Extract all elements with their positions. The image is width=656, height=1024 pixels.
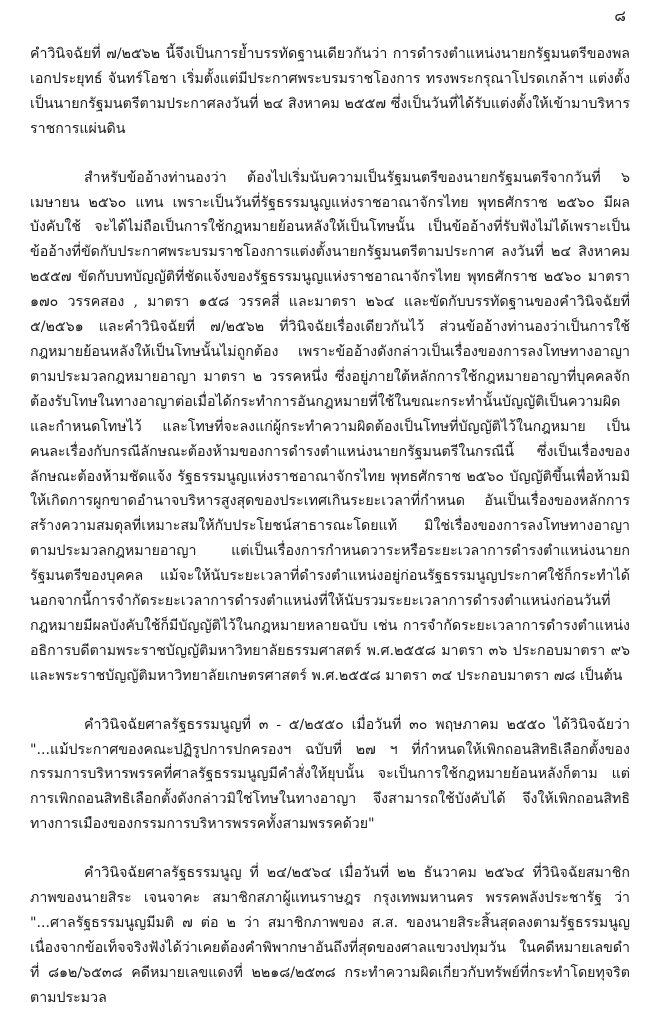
paragraph-ruling-3-5-2550: คำวินิจฉัยศาลรัฐธรรมนูญที่ ๓ - ๕/๒๕๕๐ เมื่อวันที่ ๓๐ พฤษภาคม ๒๕๕๐ ได้วินิจฉัยว่า "...แม้ประกาศของคณะปฏิรูปการปกครองฯ ฉบับที่ ๒๗ ฯ ที่กำหนดให้เพิกถอนสิทธิเลือกตั้งของกรรมการบริหารพรรคที่ศาลรัฐธรรมนูญมีคำสั่งให้ยุบนั้น จะเป็นการใช้กฎหมายย้อนหลังก็ตาม แต่การเพิกถอนสิทธิเลือกตั้งดังกล่าวมิใช่โทษในทางอาญา จึงสามารถใช้บังคับได้ จึงให้เพิกถอนสิทธิทางการเมืองของกรรมการบริหารพรรคทั้งสามพรรคด้วย" (30, 716, 630, 833)
paragraph-retroactivity-argument: สำหรับข้ออ้างท่านองว่า ต้องไปเริ่มนับความเป็นรัฐมนตรีของนายกรัฐมนตรีจากวันที่ ๖ เมษายน ๒๕๖๐ แทน เพราะเป็นวันที่รัฐธรรมนูญแห่งราชอาณาจักรไทย พุทธศักราช ๒๕๖๐ มีผลบังคับใช้ จะได้ไม่ถือเป็นการใช้กฎหมายย้อนหลังให้เป็นโทษนั้น เป็นข้ออ้างที่รับฟังไม่ได้เพราะเป็นข้ออ้างที่ขัดกับประกาศพระบรมราชโองการแต่งตั้งนายกรัฐมนตรีตามประกาศ ลงวันที่ ๒๔ สิงหาคม ๒๕๕๗ ขัดกับบทบัญญัติที่ชัดแจ้งของรัฐธรรมนูญแห่งราชอาณาจักรไทย พุทธศักราช ๒๕๖๐ มาตรา ๑๗๐ วรรคสอง , มาตรา ๑๕๘ วรรคสี่ และมาตรา ๒๖๔ และขัดกับบรรทัดฐานของคำวินิจฉัยที่ ๕/๒๕๖๑ และคำวินิจฉัยที่ ๗/๒๕๖๒ ที่วินิจฉัยเรื่องเดียวกันไว้ ส่วนข้ออ้างท่านองว่าเป็นการใช้กฎหมายย้อนหลังให้เป็นโทษนั้นไม่ถูกต้อง เพราะข้ออ้างดังกล่าวเป็นเรื่องของการลงโทษทางอาญาตามประมวลกฎหมายอาญา มาตรา ๒ วรรคหนึ่ง ซึ่งอยู่ภายใต้หลักการใช้กฎหมายอาญาที่บุคคลจักต้องรับโทษในทางอาญาต่อเมื่อได้กระทำการอันกฎหมายที่ใช้ในขณะกระทำนั้นบัญญัติเป็นความผิดและกำหนดโทษไว้ และโทษที่จะลงแก่ผู้กระทำความผิดต้องเป็นโทษที่บัญญัติไว้ในกฎหมาย เป็นคนละเรื่องกับกรณีลักษณะต้องห้ามของการดำรงตำแหน่งนายกรัฐมนตรีในกรณีนี้ ซึ่งเป็นเรื่องของลักษณะต้องห้ามชัดแจ้ง รัฐธรรมนูญแห่งราชอาณาจักรไทย พุทธศักราช ๒๕๖๐ บัญญัติขึ้นเพื่อห้ามมิให้เกิดการผูกขาดอำนาจบริหารสูงสุดของประเทศเกินระยะเวลาที่กำหนด อันเป็นเรื่องของหลักการสร้างความสมดุลที่เหมาะสมให้กับประโยชน์สาธารณะโดยแท้ มิใช่เรื่องของการลงโทษทางอาญาตามประมวลกฎหมายอาญา แต่เป็นเรื่องการกำหนดวาระหรือระยะเวลาการดำรงตำแหน่งนายกรัฐมนตรีของบุคคล แม้จะให้นับระยะเวลาที่ดำรงตำแหน่งอยู่ก่อนรัฐธรรมนูญประกาศใช้ก็กระทำได้ นอกจากนี้การจำกัดระยะเวลาการดำรงตำแหน่งที่ให้นับรวมระยะเวลาการดำรงตำแหน่งก่อนวันที่กฎหมายมีผลบังคับใช้ก็มีบัญญัติไว้ในกฎหมายหลายฉบับ เช่น การจำกัดระยะเวลาการดำรงตำแหน่งอธิการบดีตามพระราชบัญญัติมหาวิทยาลัยธรรมศาสตร์ พ.ศ.๒๕๕๘ มาตรา ๓๖ ประกอบมาตรา ๙๖ และพระราชบัญญัติมหาวิทยาลัยเกษตรศาสตร์ พ.ศ.๒๕๕๘ มาตรา ๓๔ ประกอบมาตรา ๗๘ เป็นต้น (30, 169, 630, 684)
paragraph-gap (30, 142, 630, 166)
paragraph-gap (30, 837, 630, 861)
paragraph-ruling-24-2564: คำวินิจฉัยศาลรัฐธรรมนูญ ที่ ๒๔/๒๕๖๔ เมื่อวันที่ ๒๒ ธันวาคม ๒๕๖๔ ที่วินิจฉัยสมาชิกภาพของนายสิระ เจนจาคะ สมาชิกสภาผู้แทนราษฎร กรุงเทพมหานคร พรรคพลังประชารัฐ ว่า "...ศาลรัฐธรรมนูญมีมติ ๗ ต่อ ๒ ว่า สมาชิกภาพของ ส.ส. ของนายสิระสิ้นสุดลงตามรัฐธรรมนูญ เนื่องจากข้อเท็จจริงฟังได้ว่าเคยต้องคำพิพากษาอันถึงที่สุดของศาลแขวงปทุมวัน ในคดีหมายเลขดำที่ ๘๑๒/๖๕๓๘ คดีหมายเลขแดงที่ ๒๒๑๘/๒๕๓๘ กระทำความผิดเกี่ยวกับทรัพย์ที่กระทำโดยทุจริตตามประมวล (30, 865, 630, 1006)
paragraph-ruling-7-2562: คำวินิจฉัยที่ ๗/๒๕๖๒ นี้จึงเป็นการย้ำบรรทัดฐานเดียวกันว่า การดำรงตำแหน่งนายกรัฐมนตรีของพลเอกประยุทธ์ จันทร์โอชา เริ่มตั้งแต่มีประกาศพระบรมราชโองการ ทรงพระกรุณาโปรดเกล้าฯ แต่งตั้งเป็นนายกรัฐมนตรีตามประกาศลงวันที่ ๒๔ สิงหาคม ๒๕๕๗ ซึ่งเป็นวันที่ได้รับแต่งตั้งให้เข้ามาบริหารราชการแผ่นดิน (30, 46, 630, 137)
document-body (30, 42, 630, 1011)
page-number: ๘ (614, 7, 626, 25)
paragraph-gap (30, 689, 630, 713)
